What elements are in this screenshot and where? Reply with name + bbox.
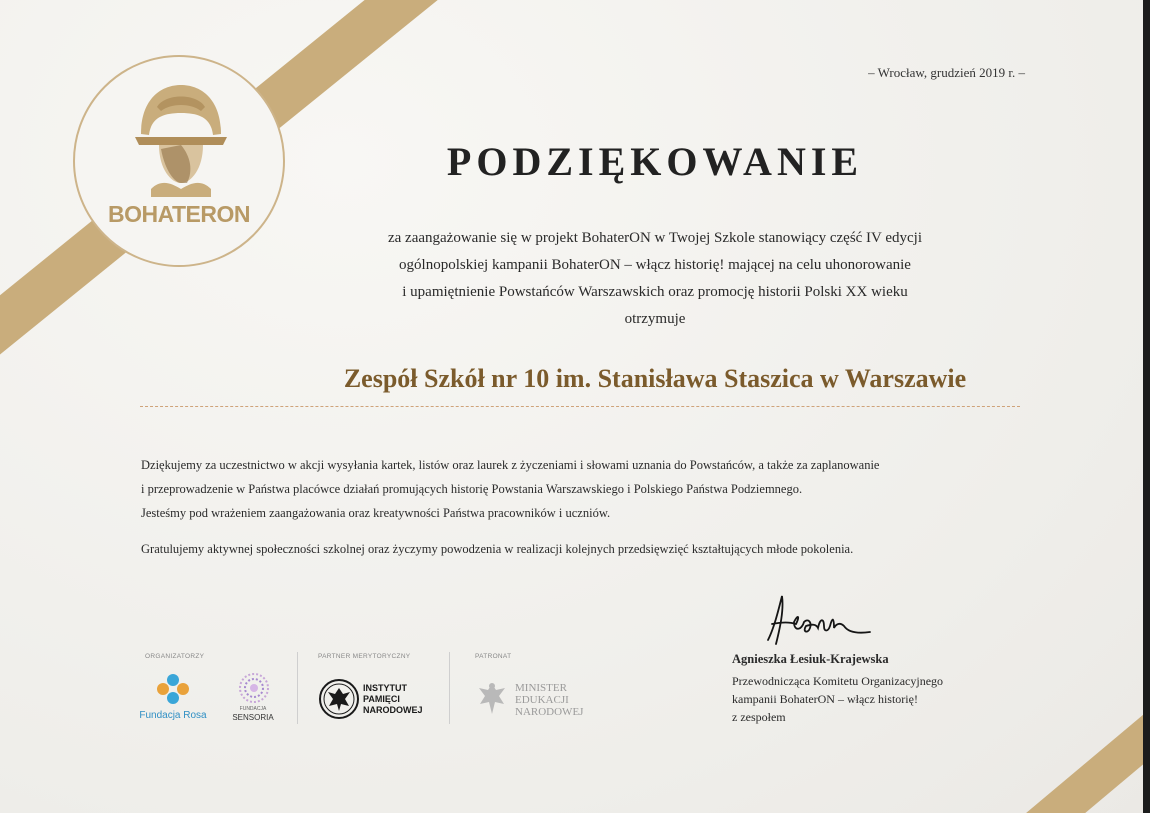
- fundacja-rosa-label: Fundacja Rosa: [139, 710, 207, 721]
- bohateron-emblem: [73, 55, 285, 267]
- fundacja-rosa-logo-icon: [153, 671, 193, 707]
- patron-label: PATRONAT: [475, 653, 512, 660]
- intro-paragraph: [285, 225, 1025, 333]
- dashed-divider: [140, 406, 1020, 407]
- page-edge: [1143, 0, 1150, 813]
- body-line: Jesteśmy pod wrażeniem zaangażowania oraz kreatywności Państwa pracowników i uczniów.: [141, 506, 611, 520]
- signatory-name: Agnieszka Łesiuk-Krajewska: [732, 652, 889, 666]
- body-line: Gratulujemy aktywnej społeczności szkolnej oraz życzymy powodzenia w realizacji kolejnych przedsięwzięć kształtujących młode pokolenia.: [141, 542, 854, 556]
- eagle-emblem-icon: [474, 680, 510, 720]
- body-paragraph: [141, 453, 1041, 561]
- logo-divider: [449, 652, 450, 724]
- intro-line: otrzymuje: [624, 311, 686, 327]
- ipn-label: [363, 683, 423, 716]
- handwritten-signature: [760, 588, 900, 658]
- sensoria-logo-icon: [236, 672, 272, 704]
- men-line: EDUKACJI: [515, 694, 569, 706]
- body-line: Dziękujemy za uczestnictwo w akcji wysyłania kartek, listów oraz laurek z życzeniami i słowami uznania do Powstańców, a także za zaplanowanie: [141, 458, 880, 472]
- ipn-line: INSTYTUT: [363, 683, 407, 693]
- signatory-role: z zespołem: [732, 710, 786, 724]
- men-line: NARODOWEJ: [515, 706, 584, 718]
- men-line: MINISTER: [515, 682, 567, 694]
- recipient-name: Zespół Szkół nr 10 im. Stanisława Staszica w Warszawie: [343, 364, 967, 393]
- signatory-block: [732, 650, 1032, 726]
- page-title: PODZIĘKOWANIE: [446, 139, 864, 184]
- intro-line: za zaangażowanie się w projekt BohaterON w Twojej Szkole stanowiący część IV edycji: [387, 230, 923, 246]
- sensoria-label: SENSORIA: [232, 713, 274, 722]
- ipn-line: PAMIĘCI: [363, 694, 400, 704]
- signatory-role: Przewodnicząca Komitetu Organizacyjnego: [732, 674, 944, 688]
- sensoria-small-label: FUNDACJA: [239, 706, 267, 712]
- signatory-role: kampanii BohaterON – włącz historię!: [732, 692, 918, 706]
- date-line: – Wrocław, grudzień 2019 r. –: [868, 65, 1025, 80]
- logo-divider: [297, 652, 298, 724]
- ipn-eagle-icon: [318, 678, 360, 720]
- body-line: i przeprowadzenie w Państwa placówce działań promujących historię Powstania Warszawskiego i Polskiego Państwa Podziemnego.: [141, 482, 803, 496]
- intro-line: ogólnopolskiej kampanii BohaterON – włącz historię! mającej na celu uhonorowanie: [399, 257, 911, 273]
- organizers-label: ORGANIZATORZY: [145, 653, 205, 660]
- partner-label: PARTNER MERYTORYCZNY: [318, 653, 411, 660]
- intro-line: i upamiętnienie Powstańców Warszawskich oraz promocję historii Polski XX wieku: [402, 284, 908, 300]
- soldier-helmet-icon: [131, 79, 231, 199]
- ipn-line: NARODOWEJ: [363, 705, 423, 715]
- men-label: [515, 682, 583, 718]
- emblem-brand-text: BOHATERON: [107, 201, 250, 227]
